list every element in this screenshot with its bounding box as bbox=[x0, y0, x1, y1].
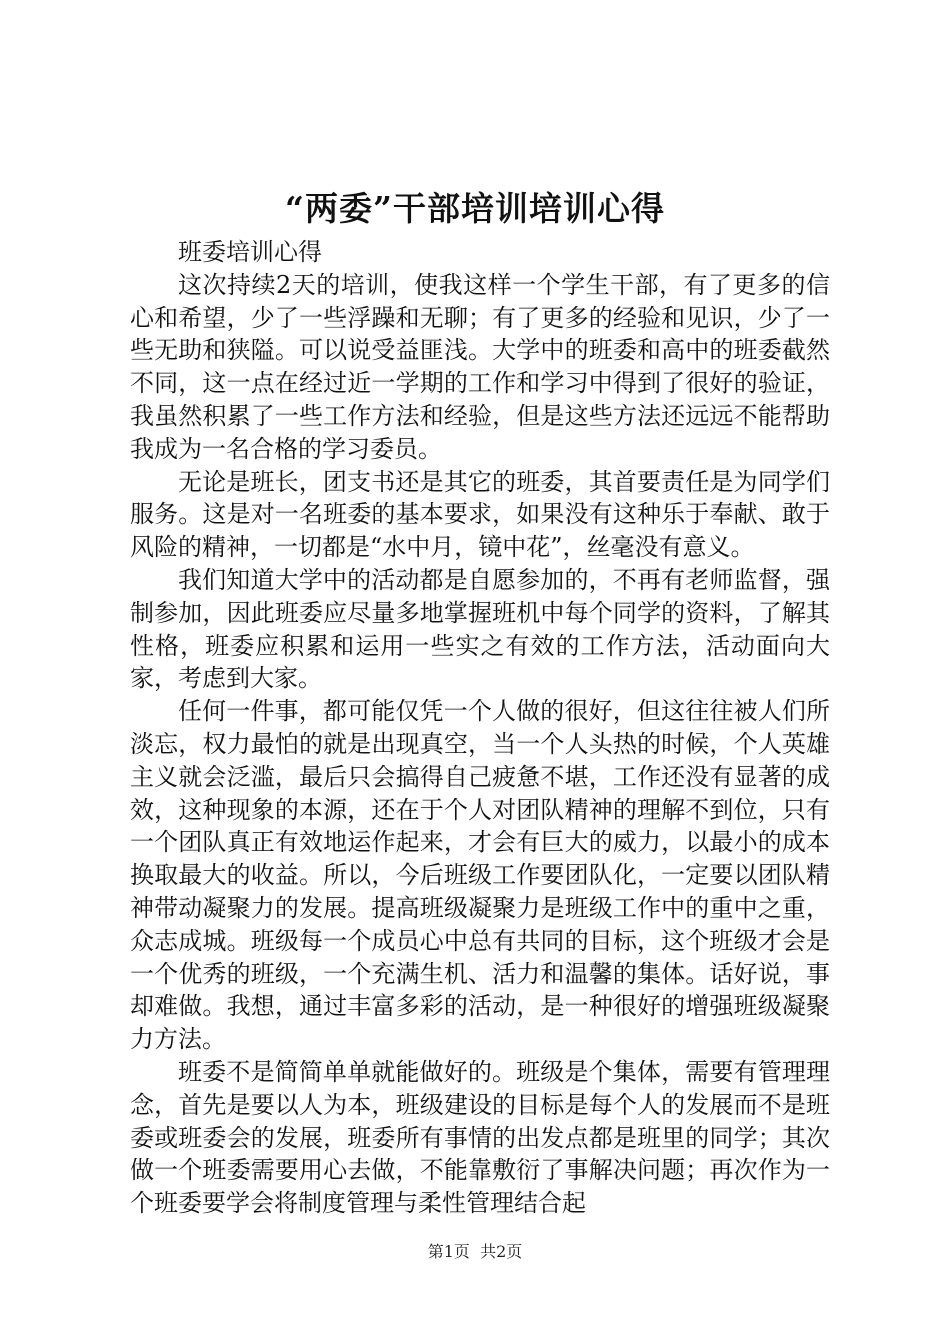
page-footer bbox=[0, 1240, 950, 1264]
paragraph: 无论是班长，团支书还是其它的班委，其首要责任是为同学们服务。这是对一名班委的基本要求，如果没有这种乐于奉献、敢于风险的精神，一切都是“水中月，镜中花”，丝毫没有意义。 bbox=[130, 467, 830, 562]
paragraph: 班委不是简简单单就能做好的。班级是个集体，需要有管理理念，首先是要以人为本，班级建设的目标是每个人的发展而不是班委或班委会的发展，班委所有事情的出发点都是班里的同学；其次做一个班委需要用心去做，不能靠敷衍了事解决问题；再次作为一个班委要学会将制度管理与柔性管理结合起 bbox=[130, 1057, 830, 1218]
paragraph: 这次持续2天的培训，使我这样一个学生干部，有了更多的信心和希望，少了一些浮躁和无聊；有了更多的经验和见识，少了一些无助和狭隘。可以说受益匪浅。大学中的班委和高中的班委截然不同，这一点在经过近一学期的工作和学习中得到了很好的验证，我虽然积累了一些工作方法和经验，但是这些方法还远远不能帮助我成为一名合格的学习委员。 bbox=[130, 270, 830, 463]
paragraph-subtitle: 班委培训心得 bbox=[178, 238, 322, 266]
document-body bbox=[130, 236, 830, 1220]
page-title: “两委”干部培训培训心得 bbox=[285, 189, 665, 228]
paragraph: 我们知道大学中的活动都是自愿参加的，不再有老师监督，强制参加，因此班委应尽量多地掌握班机中每个同学的资料，了解其性格，班委应积累和运用一些实之有效的工作方法，活动面向大家，考虑到大家。 bbox=[130, 565, 830, 693]
paragraph: 任何一件事，都可能仅凭一个人做的很好，但这往往被人们所淡忘，权力最怕的就是出现真空，当一个人头热的时候，个人英雄主义就会泛滥，最后只会搞得自己疲惫不堪，工作还没有显著的成效，这种现象的本源，还在于个人对团队精神的理解不到位，只有一个团队真正有效地运作起来，才会有巨大的威力，以最小的成本换取最大的收益。所以，今后班级工作要团队化，一定要以团队精神带动凝聚力的发展。提高班级凝聚力是班级工作中的重中之重，众志成城。班级每一个成员心中总有共同的目标，这个班级才会是一个优秀的班级，一个充满生机、活力和温馨的集体。话好说，事却难做。我想，通过丰富多彩的活动，是一种很好的增强班级凝聚力方法。 bbox=[130, 697, 830, 1054]
page-number: 第1页 共2页 bbox=[427, 1242, 523, 1261]
